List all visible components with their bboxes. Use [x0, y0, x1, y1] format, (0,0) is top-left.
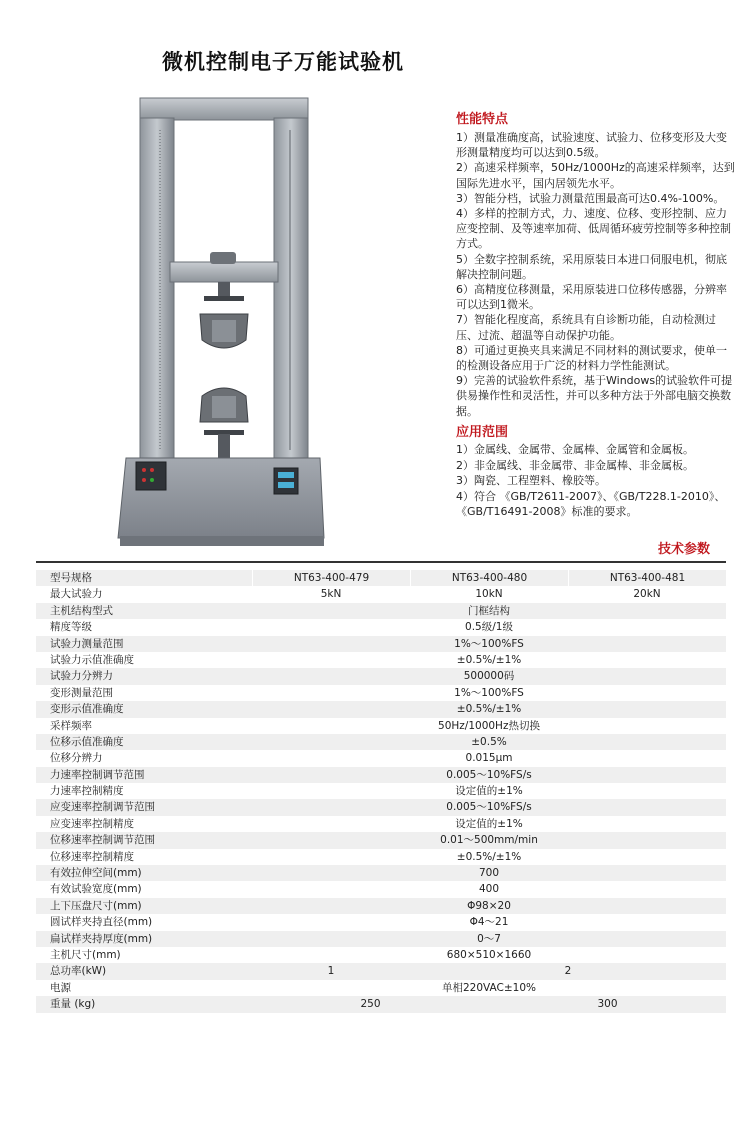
value-cell: 700 [478, 867, 500, 880]
feature-item: 1）测量准确度高，试验速度、试验力、位移变形及大变形测量精度均可以达到0.5级。 [456, 131, 727, 160]
value-cell: 0.5级/1级 [465, 621, 513, 634]
value-cell: 1%～100%FS [454, 686, 524, 699]
row-label: 试验力测量范围 [50, 637, 124, 650]
row-label: 重量 (kg) [50, 998, 96, 1011]
feature-item: 6）高精度位移测量，采用原装进口位移传感器，分辨率可以达到1微米。 [456, 283, 727, 312]
value-cell: 500000码 [463, 670, 515, 683]
divider [36, 561, 726, 563]
row-label: 应变速率控制调节范围 [50, 801, 155, 814]
value-cell: 设定值的±1% [455, 817, 523, 830]
table-row [36, 931, 726, 947]
model-cell: NT63-400-481 [568, 570, 726, 586]
application-item: 3）陶瓷、工程塑料、橡胶等。 [456, 474, 606, 487]
row-label: 主机尺寸(mm) [50, 948, 121, 961]
table-row [36, 816, 726, 832]
row-label: 变形示值准确度 [50, 703, 124, 716]
row-label: 力速率控制精度 [50, 785, 124, 798]
application-item: 1）金属线、金属带、金属棒、金属管和金属板。 [456, 443, 694, 456]
table-row [36, 849, 726, 865]
model-cell: NT63-400-480 [410, 570, 568, 586]
table-row [36, 701, 726, 717]
row-label: 采样频率 [50, 719, 92, 732]
row-label: 力速率控制调节范围 [50, 768, 145, 781]
application-item: 4）符合 《GB/T2611-2007》、《GB/T228.1-2010》、《GB/T16491-2008》标准的要求。 [456, 489, 726, 518]
value-cell: 0.005～10%FS/s [446, 768, 532, 781]
value-cell: ±0.5%/±1% [456, 703, 522, 716]
value-cell: 400 [478, 883, 500, 896]
value-cell: 2 [564, 965, 572, 978]
table-row [36, 881, 726, 897]
page-title: 微机控制电子万能试验机 [162, 50, 404, 74]
row-label: 位移速率控制调节范围 [50, 834, 155, 847]
table-row [36, 914, 726, 930]
row-label: 上下压盘尺寸(mm) [50, 899, 142, 912]
row-label: 扁试样夹持厚度(mm) [50, 932, 153, 945]
table-row [36, 718, 726, 734]
value-cell: ±0.5%/±1% [456, 653, 522, 666]
row-label: 试验力分辨力 [50, 670, 113, 683]
tech-params-heading: 技术参数 [658, 542, 711, 557]
model-cell: NT63-400-479 [252, 570, 410, 586]
row-label: 变形测量范围 [50, 686, 113, 699]
row-label: 主机结构型式 [50, 604, 113, 617]
application-item: 2）非金属线、非金属带、非金属棒、非金属板。 [456, 458, 694, 472]
feature-item: 5）全数字控制系统，采用原装日本进口伺服电机，彻底解决控制问题。 [456, 252, 727, 281]
row-label: 试验力示值准确度 [50, 653, 134, 666]
value-cell: 门框结构 [468, 604, 510, 617]
value-cell: 0.01～500mm/min [440, 834, 538, 847]
table-row [36, 898, 726, 914]
row-label: 型号规格 [50, 572, 92, 584]
feature-item: 8）可通过更换夹具来满足不同材料的测试要求，使单一的检测设备应用于广泛的材料力学性能测试。 [456, 343, 727, 373]
row-label: 应变速率控制精度 [50, 817, 134, 830]
value-cell: 0.015μm [465, 752, 513, 765]
features-heading: 性能特点 [456, 112, 509, 127]
testing-machine-image [110, 90, 340, 560]
table-row [36, 963, 726, 979]
table-row [36, 668, 726, 684]
feature-item: 7）智能化程度高，系统具有自诊断功能，自动检测过压、过流、超温等自动保护功能。 [456, 313, 716, 342]
table-row [36, 832, 726, 848]
feature-item: 2）高速采样频率，50Hz/1000Hz的高速采样频率，达到国际先进水平，国内居领先水平。 [456, 161, 735, 190]
spec-table [36, 570, 726, 1013]
table-row [36, 652, 726, 668]
value-cell: 10kN [475, 588, 503, 601]
row-label: 有效试验宽度(mm) [50, 883, 142, 896]
feature-item: 3）智能分档，试验力测量范围最高可达0.4%-100%。 [456, 191, 725, 205]
value-cell: 0.005～10%FS/s [446, 801, 532, 814]
value-cell: 50Hz/1000Hz热切换 [438, 719, 540, 732]
row-label: 总功率(kW) [50, 965, 107, 978]
table-row [36, 980, 726, 996]
row-label: 位移示值准确度 [50, 735, 124, 748]
table-row [36, 865, 726, 881]
table-row [36, 750, 726, 766]
table-row [36, 996, 726, 1012]
value-cell: Φ98×20 [467, 899, 511, 912]
value-cell: 1 [327, 965, 335, 978]
row-label: 有效拉伸空间(mm) [50, 867, 142, 880]
applications-heading: 应用范围 [456, 425, 509, 440]
row-label: 位移分辨力 [50, 752, 103, 765]
row-label: 电源 [50, 981, 71, 994]
table-row-header [36, 570, 726, 586]
table-row [36, 799, 726, 815]
row-label: 圆试样夹持直径(mm) [50, 916, 153, 929]
features-list [456, 130, 736, 419]
table-row [36, 603, 726, 619]
table-row [36, 783, 726, 799]
row-label: 位移速率控制精度 [50, 850, 134, 863]
feature-item: 9）完善的试验软件系统，基于Windows的试验软件可提供易操作性和灵活性，并可以多种方法于外部电脑交换数据。 [456, 374, 733, 418]
row-label: 精度等级 [50, 621, 92, 634]
row-label: 最大试验力 [50, 588, 103, 601]
table-row [36, 767, 726, 783]
value-cell: 设定值的±1% [455, 785, 523, 798]
table-row [36, 734, 726, 750]
value-cell: 300 [597, 998, 618, 1011]
value-cell: 单相220VAC±10% [441, 981, 537, 994]
value-cell: ±0.5% [471, 735, 507, 748]
value-cell: 5kN [320, 588, 342, 601]
applications-list [456, 442, 736, 520]
value-cell: 680×510×1660 [446, 948, 532, 961]
feature-item: 4）多样的控制方式，力、速度、位移、变形控制、应力应变控制、及等速率加荷、低周循环疲劳控制等多种控制方式。 [456, 207, 731, 251]
table-row [36, 586, 726, 602]
table-row [36, 685, 726, 701]
value-cell: 250 [360, 998, 381, 1011]
value-cell: 0～7 [477, 932, 501, 945]
table-row [36, 619, 726, 635]
value-cell: Φ4～21 [469, 916, 509, 929]
table-row [36, 636, 726, 652]
value-cell: 20kN [633, 588, 661, 601]
value-cell: 1%～100%FS [454, 637, 524, 650]
table-row [36, 947, 726, 963]
value-cell: ±0.5%/±1% [456, 850, 522, 863]
